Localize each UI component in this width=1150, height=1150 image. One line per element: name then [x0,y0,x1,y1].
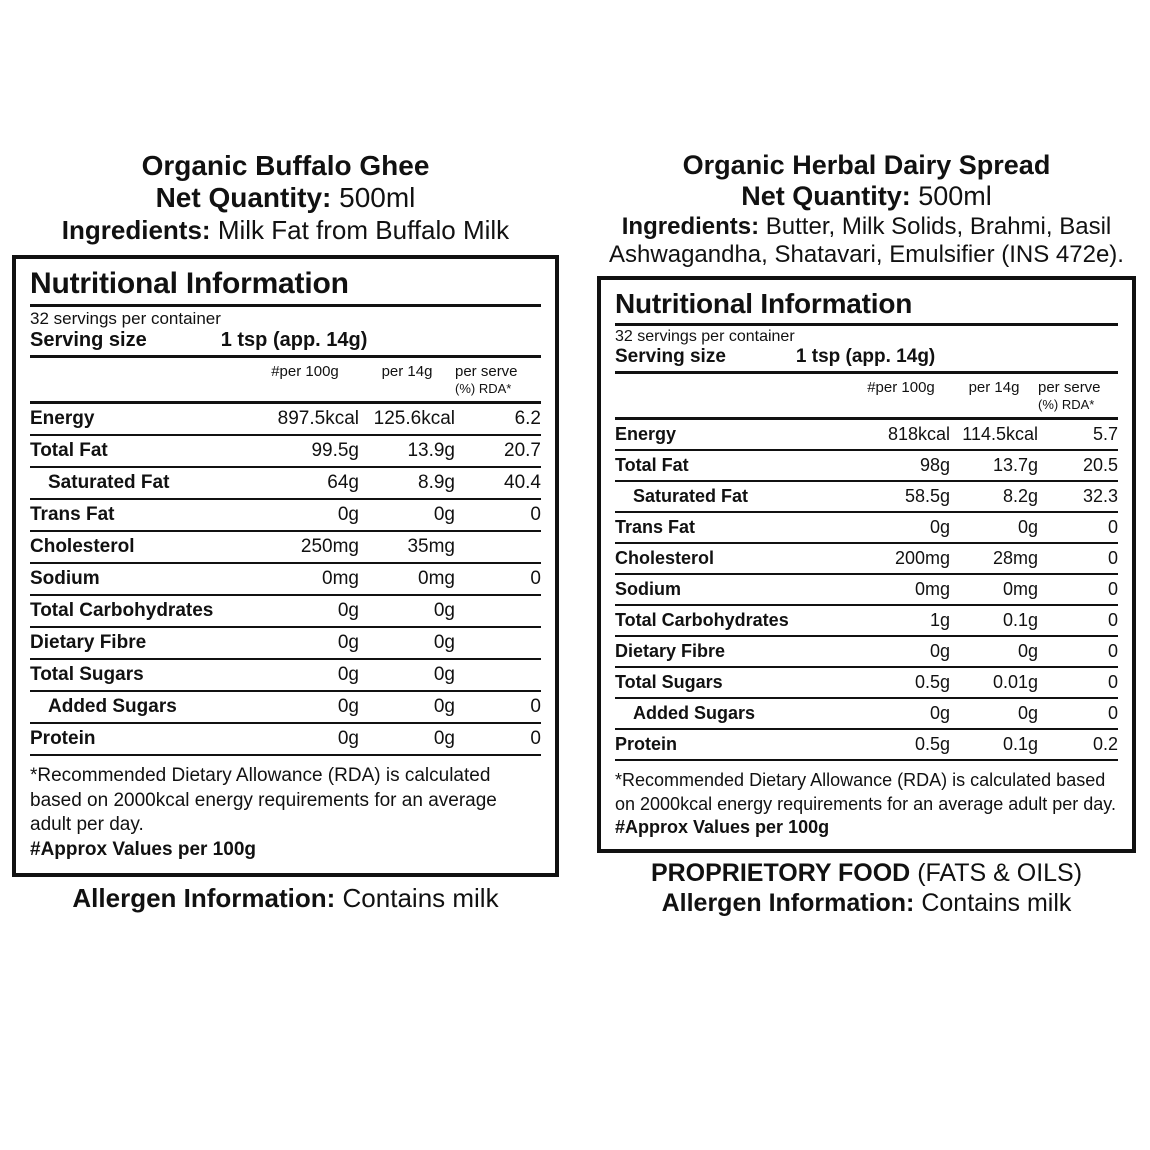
serving-size-row [30,329,541,358]
net-quantity-value: 500ml [918,181,992,212]
nutrient-per-100g: 0.5g [914,734,950,755]
product-panel-left [0,150,575,918]
proprietary-food-line [597,858,1136,888]
nutrient-row [615,699,1118,730]
nutrient-rda-percent: 0 [1107,610,1118,631]
allergen-label: Allergen Information: [661,889,915,918]
nutrient-per-100g: 0mg [322,568,359,590]
serving-size-label: Serving size [30,329,147,352]
serving-size-value: 1 tsp (app. 14g) [220,329,368,352]
allergen-value: Contains milk [921,889,1072,918]
column-header-rda [455,363,541,397]
nutrient-name: Protein [615,734,678,755]
nutrient-row [615,420,1118,451]
nutrient-per-100g: 0g [337,632,359,654]
nutrient-rows [30,404,541,756]
nutrient-per-serving: 125.6kcal [373,408,455,430]
nutrient-name: Total Fat [615,455,689,476]
nutrient-per-serving: 0.1g [1002,610,1038,631]
net-quantity-label: Net Quantity: [741,181,911,212]
nutrient-per-serving: 28mg [992,548,1038,569]
nutrient-name: Saturated Fat [48,472,170,494]
nutrient-rda-percent: 0 [1107,703,1118,724]
nutrient-rda-percent: 20.7 [504,440,541,462]
nutrient-rda-percent: 32.3 [1082,486,1118,507]
nutrient-per-100g: 0g [337,664,359,686]
column-header-row [615,374,1118,420]
rda-footnote [30,756,541,863]
nutrient-row [615,482,1118,513]
net-quantity-label: Net Quantity: [155,182,332,214]
below-box-left [12,877,559,914]
nutrient-row [30,596,541,628]
approx-values-note: #Approx Values per 100g [615,817,830,838]
proprietary-food-label: PROPRIETORY FOOD [650,859,911,888]
nutrient-per-serving: 0g [433,664,455,686]
nutrient-row [615,730,1118,761]
column-header-per-serving: per 14g [381,363,433,381]
nutrient-per-100g: 0g [337,504,359,526]
proprietary-food-category: (FATS & OILS) [917,859,1083,888]
column-header-rda-line2: (%) RDA* [1038,397,1095,413]
nutrient-per-serving: 0g [433,600,455,622]
column-header-row [30,358,541,404]
nutrient-row [30,660,541,692]
nutrient-per-100g: 0g [337,728,359,750]
nutrient-name: Added Sugars [48,696,177,718]
column-header-per-100g: #per 100g [867,379,935,397]
nutrient-rda-percent: 0 [1107,641,1118,662]
nutrition-facts-title: Nutritional Information [615,288,1118,326]
nutrient-name: Energy [30,408,95,430]
nutrient-row [615,451,1118,482]
nutrient-per-serving: 0g [433,632,455,654]
nutrient-rda-percent: 5.7 [1092,424,1118,445]
nutrient-name: Dietary Fibre [30,632,147,654]
nutrient-per-100g: 250mg [300,536,359,558]
rda-footnote-text: *Recommended Dietary Allowance (RDA) is calculated based on 2000kcal energy requirements for an average adult per day. [30,765,497,836]
nutrient-per-serving: 0mg [418,568,455,590]
nutrient-rda-percent: 0 [530,696,541,718]
nutrient-row [615,575,1118,606]
nutrient-name: Dietary Fibre [615,641,726,662]
nutrient-row [30,692,541,724]
allergen-line [12,883,559,914]
nutrient-rda-percent: 0 [1107,672,1118,693]
nutrient-name: Total Sugars [30,664,144,686]
ingredients-line [12,215,559,245]
serving-size-label: Serving size [615,346,726,368]
nutrient-row [30,532,541,564]
servings-per-container: 32 servings per container [615,328,795,346]
nutrient-per-serving: 0g [1017,517,1038,538]
nutrient-name: Cholesterol [615,548,715,569]
nutrient-rda-percent: 0 [530,568,541,590]
nutrient-per-serving: 13.7g [992,455,1038,476]
nutrient-name: Total Fat [30,440,108,462]
column-header-rda-line2: (%) RDA* [455,381,512,397]
below-box-right [597,853,1136,918]
rda-footnote [615,761,1118,839]
nutrient-rda-percent: 6.2 [514,408,541,430]
nutrient-per-100g: 0g [929,641,950,662]
nutrient-per-serving: 0g [1017,703,1038,724]
nutrient-per-100g: 897.5kcal [277,408,359,430]
serving-size-value: 1 tsp (app. 14g) [795,346,936,368]
net-quantity-value: 500ml [339,182,416,214]
nutrient-row [615,668,1118,699]
column-header-rda [1038,379,1118,413]
nutrient-name: Sodium [615,579,681,600]
allergen-line [597,888,1136,918]
nutrient-name: Added Sugars [633,703,756,724]
nutrient-name: Protein [30,728,96,750]
nutrient-name: Total Sugars [615,672,723,693]
nutrient-row [30,404,541,436]
nutrient-rda-percent: 0 [1107,579,1118,600]
ingredients-value: Butter, Milk Solids, Brahmi, Basil Ashwagandha, Shatavari, Emulsifier (INS 472e). [609,212,1124,268]
servings-per-container: 32 servings per container [30,309,221,329]
nutrient-rda-percent: 0 [1107,548,1118,569]
nutrient-per-serving: 0.01g [992,672,1038,693]
nutrient-rda-percent: 0 [530,504,541,526]
nutrient-row [30,564,541,596]
nutrient-per-serving: 8.2g [1002,486,1038,507]
nutrition-facts-title: Nutritional Information [30,267,541,307]
product-panel-right [575,150,1150,918]
nutrient-name: Total Carbohydrates [615,610,789,631]
ingredients-label: Ingredients: [61,214,211,245]
nutrient-row [615,544,1118,575]
nutrient-per-100g: 0g [337,696,359,718]
nutrient-rda-percent: 0 [530,728,541,750]
allergen-value: Contains milk [342,882,499,913]
nutrient-per-100g: 0.5g [914,672,950,693]
nutrient-per-serving: 35mg [407,536,455,558]
nutrient-row [30,500,541,532]
nutrient-per-100g: 0g [929,703,950,724]
nutrient-rda-percent: 0 [1107,517,1118,538]
net-quantity-line [12,182,559,214]
product-heading-right [597,150,1136,269]
nutrient-per-serving: 0.1g [1002,734,1038,755]
nutrient-per-100g: 200mg [894,548,950,569]
nutrient-row [615,606,1118,637]
nutrient-row [30,628,541,660]
ingredients-value: Milk Fat from Buffalo Milk [217,214,510,245]
ingredients-line [597,213,1136,270]
nutrient-row [30,724,541,756]
rda-footnote-text: *Recommended Dietary Allowance (RDA) is calculated based on 2000kcal energy requirements for an average adult per day. [615,770,1116,814]
nutrient-per-100g: 99.5g [311,440,359,462]
nutrient-per-100g: 58.5g [904,486,950,507]
nutrient-rda-percent: 20.5 [1082,455,1118,476]
nutrient-rda-percent: 40.4 [504,472,541,494]
nutrient-per-serving: 8.9g [418,472,455,494]
allergen-label: Allergen Information: [72,882,336,913]
nutrition-facts-box [12,255,559,877]
nutrient-per-100g: 0g [337,600,359,622]
nutrient-name: Saturated Fat [633,486,749,507]
ingredients-label: Ingredients: [621,212,760,240]
nutrient-per-100g: 1g [929,610,950,631]
column-header-rda-line1: per serve [1038,379,1101,397]
column-header-per-100g: #per 100g [271,363,339,381]
nutrient-per-100g: 818kcal [887,424,950,445]
nutrient-name: Trans Fat [615,517,696,538]
nutrient-per-serving: 0g [433,728,455,750]
nutrient-per-serving: 0mg [1002,579,1038,600]
nutrient-name: Energy [615,424,677,445]
nutrient-name: Sodium [30,568,100,590]
column-header-per-serving: per 14g [968,379,1020,397]
nutrient-rda-percent: 0.2 [1092,734,1118,755]
approx-values-note: #Approx Values per 100g [30,839,256,861]
nutrient-per-100g: 0g [929,517,950,538]
nutrient-per-serving: 0g [433,504,455,526]
net-quantity-line [597,181,1136,212]
nutrient-per-serving: 114.5kcal [962,424,1038,445]
serving-size-row [615,346,1118,374]
nutrient-name: Total Carbohydrates [30,600,214,622]
product-title: Organic Herbal Dairy Spread [682,150,1051,180]
nutrient-per-100g: 0mg [914,579,950,600]
nutrient-name: Trans Fat [30,504,115,526]
product-title: Organic Buffalo Ghee [141,150,430,181]
nutrient-per-100g: 64g [327,472,359,494]
nutrient-rows [615,420,1118,761]
product-heading-left [12,150,559,245]
nutrient-per-serving: 13.9g [407,440,455,462]
nutrient-per-100g: 98g [919,455,950,476]
nutrient-row [30,468,541,500]
nutrient-row [615,513,1118,544]
nutrient-row [615,637,1118,668]
nutrient-per-serving: 0g [433,696,455,718]
nutrient-per-serving: 0g [1017,641,1038,662]
nutrient-name: Cholesterol [30,536,135,558]
nutrient-row [30,436,541,468]
column-header-rda-line1: per serve [455,363,518,381]
nutrition-facts-box [597,276,1136,853]
